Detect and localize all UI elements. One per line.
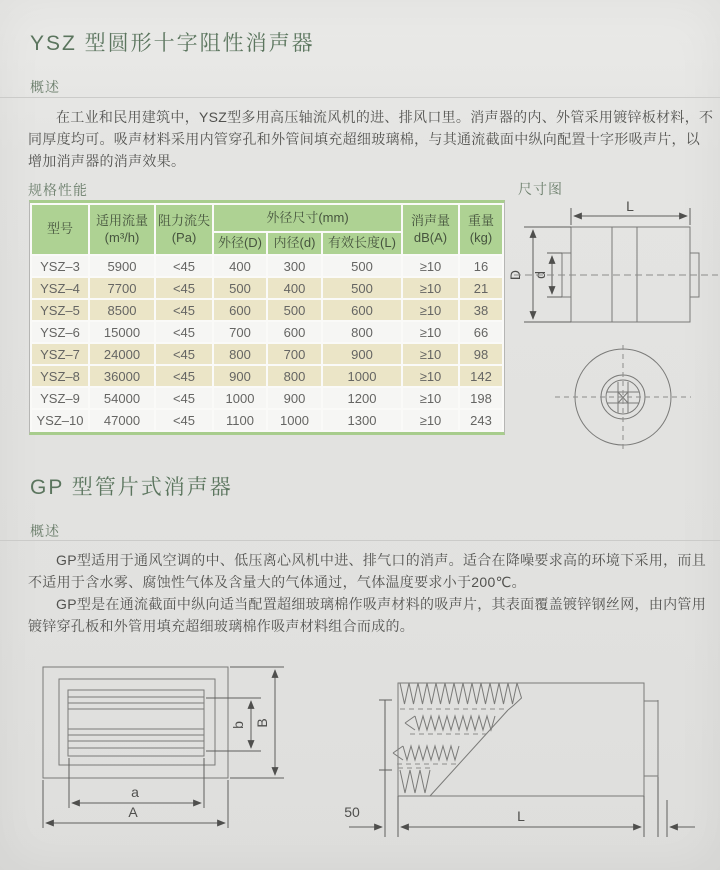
table-cell: <45	[156, 344, 212, 364]
table-cell: 1100	[214, 410, 266, 430]
table-cell: 800	[214, 344, 266, 364]
col-header-attenuation	[403, 205, 458, 254]
table-cell: <45	[156, 388, 212, 408]
inlet-edge	[379, 700, 392, 777]
splitter-baffles	[68, 697, 204, 748]
dimension-50-label: 50	[344, 804, 360, 820]
table-cell: YSZ–9	[32, 388, 88, 408]
table-cell: 47000	[90, 410, 154, 430]
table-cell: YSZ–5	[32, 300, 88, 320]
table-cell: 8500	[90, 300, 154, 320]
gp-para-2: GP型是在通流截面中纵向适当配置超细玻璃棉作吸声材料的吸声片，其表面覆盖镀锌钢丝网，由内管用镀锌穿孔板和外管用填充超细玻璃棉作吸声材料组合而成的。	[28, 596, 707, 634]
table-cell: ≥10	[403, 300, 458, 320]
spec-table-body	[32, 256, 502, 430]
table-cell: 600	[214, 300, 266, 320]
gp-overview-label: 概述	[30, 523, 60, 539]
col-header-flow-l2: (m³/h)	[104, 229, 140, 245]
table-cell: 36000	[90, 366, 154, 386]
table-cell: 198	[460, 388, 502, 408]
dimension-B-label: B	[254, 718, 270, 728]
table-cell: YSZ–3	[32, 256, 88, 276]
table-cell: 600	[268, 322, 321, 342]
table-cell: 16	[460, 256, 502, 276]
dimension-diagram-label: 尺寸图	[518, 181, 563, 197]
table-cell: 7700	[90, 278, 154, 298]
ysz-dimension-diagram	[500, 195, 720, 465]
table-cell: 500	[323, 278, 401, 298]
table-cell: 21	[460, 278, 502, 298]
gp-section-view-diagram	[335, 655, 720, 845]
col-header-outer-dims-group: 外径尺寸(mm)	[214, 205, 401, 231]
col-header-eff-length: 有效长度(L)	[323, 233, 401, 254]
ysz-overview-label: 概述	[30, 79, 60, 95]
table-row	[32, 344, 502, 364]
table-cell: YSZ–7	[32, 344, 88, 364]
table-row	[32, 410, 502, 430]
table-cell: 1300	[323, 410, 401, 430]
table-cell: 1000	[268, 410, 321, 430]
spec-performance-label: 规格性能	[28, 182, 88, 198]
col-header-model-label: 型号	[46, 221, 73, 237]
table-cell: 900	[323, 344, 401, 364]
divider	[0, 97, 720, 98]
col-header-weight-l1: 重量	[467, 213, 494, 229]
divider	[0, 540, 720, 541]
silencer-casing	[398, 683, 644, 796]
dimension-A-label: A	[128, 804, 138, 820]
dimension-a-label: a	[131, 784, 139, 800]
table-cell: 1000	[214, 388, 266, 408]
table-cell: <45	[156, 366, 212, 386]
table-row	[32, 278, 502, 298]
table-cell: YSZ–6	[32, 322, 88, 342]
table-cell: 500	[268, 300, 321, 320]
table-cell: ≥10	[403, 410, 458, 430]
gp-section-title: GP 型管片式消声器	[30, 476, 233, 499]
table-cell: 5900	[90, 256, 154, 276]
table-cell: 300	[268, 256, 321, 276]
table-cell: <45	[156, 410, 212, 430]
table-cell: ≥10	[403, 366, 458, 386]
table-row	[32, 322, 502, 342]
table-row	[32, 388, 502, 408]
table-cell: 800	[323, 322, 401, 342]
table-cell: 1200	[323, 388, 401, 408]
table-cell: 600	[323, 300, 401, 320]
table-cell: YSZ–8	[32, 366, 88, 386]
table-cell: YSZ–4	[32, 278, 88, 298]
table-cell: 38	[460, 300, 502, 320]
table-cell: 400	[214, 256, 266, 276]
table-cell: 98	[460, 344, 502, 364]
col-header-resistance-l2: (Pa)	[171, 229, 197, 245]
dimension-L-label: L	[626, 198, 634, 214]
table-header-row	[32, 205, 502, 231]
dimension-b-label: b	[230, 721, 246, 729]
col-header-weight-l2: (kg)	[469, 229, 493, 245]
table-cell: 900	[214, 366, 266, 386]
table-row	[32, 366, 502, 386]
table-cell: 500	[323, 256, 401, 276]
col-header-flow	[90, 205, 154, 254]
outlet-flange	[644, 700, 658, 777]
col-header-flow-l1: 适用流量	[95, 213, 148, 229]
table-cell: ≥10	[403, 256, 458, 276]
col-header-weight	[460, 205, 502, 254]
table-cell: 900	[268, 388, 321, 408]
col-header-model	[32, 205, 88, 254]
table-cell: 15000	[90, 322, 154, 342]
table-cell: 243	[460, 410, 502, 430]
ysz-section-title: YSZ 型圆形十字阻性消声器	[30, 32, 315, 55]
table-cell: 142	[460, 366, 502, 386]
table-cell: 700	[268, 344, 321, 364]
table-cell: 800	[268, 366, 321, 386]
table-cell: <45	[156, 322, 212, 342]
table-cell: YSZ–10	[32, 410, 88, 430]
table-cell: 24000	[90, 344, 154, 364]
table-cell: ≥10	[403, 388, 458, 408]
table-cell: <45	[156, 300, 212, 320]
glass-wool-splitters	[393, 683, 522, 796]
table-row	[32, 256, 502, 276]
inner-frame	[59, 679, 215, 765]
table-cell: <45	[156, 256, 212, 276]
spec-table	[29, 200, 505, 435]
table-cell: 54000	[90, 388, 154, 408]
dimension-d-label: d	[532, 271, 548, 279]
col-header-attenuation-l2: dB(A)	[413, 229, 448, 245]
table-cell: ≥10	[403, 344, 458, 364]
col-header-resistance-l1: 阻力流失	[157, 213, 210, 229]
gp-para-1: GP型适用于通风空调的中、低压离心风机中进、排气口的消声。适合在降噪要求高的环境下采用，而且不适用于含水雾、腐蚀性气体及含量大的气体通过，气体温度要求小于200℃。	[28, 552, 707, 590]
table-cell: 1000	[323, 366, 401, 386]
duct-opening	[68, 690, 204, 756]
table-cell: <45	[156, 278, 212, 298]
col-header-inner-dia: 内径(d)	[268, 233, 321, 254]
table-cell: ≥10	[403, 322, 458, 342]
table-cell: 500	[214, 278, 266, 298]
dimension-L-label: L	[517, 808, 525, 824]
table-cell: 400	[268, 278, 321, 298]
spec-table-wrap	[29, 200, 505, 435]
col-header-attenuation-l1: 消声量	[410, 213, 450, 229]
table-cell: 700	[214, 322, 266, 342]
col-header-resistance	[156, 205, 212, 254]
table-cell: ≥10	[403, 278, 458, 298]
table-cell: 66	[460, 322, 502, 342]
outer-frame	[43, 667, 228, 778]
table-row	[32, 300, 502, 320]
col-header-outer-dia: 外径(D)	[214, 233, 266, 254]
dimension-D-label: D	[507, 269, 523, 281]
gp-front-view-diagram	[30, 655, 310, 845]
ysz-overview-text: 在工业和民用建筑中，YSZ型多用高压轴流风机的进、排风口里。消声器的内、外管采用镀锌板材料，不同厚度均可。吸声材料采用内管穿孔和外管间填充超细玻璃棉，与其通流截面中纵向配置十字形吸声片，以增加消声器的消声效果。	[28, 109, 714, 169]
